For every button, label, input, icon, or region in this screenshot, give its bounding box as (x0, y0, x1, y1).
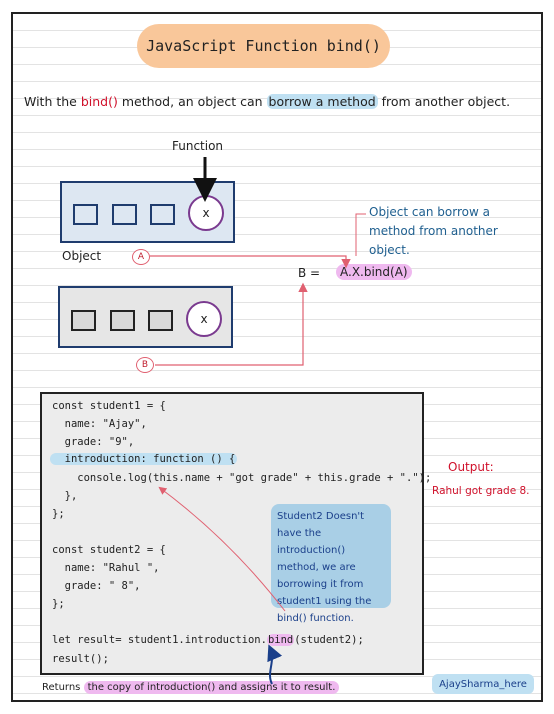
author-tag (432, 674, 534, 694)
code-result-suffix: (student2); (294, 634, 364, 646)
property-square (148, 310, 173, 331)
intro-part-3: from another object. (377, 94, 511, 109)
code-result-prefix: let result= student1.introduction. (52, 634, 267, 646)
intro-part-2: method, an object can (117, 94, 267, 109)
function-label: Function (172, 139, 224, 153)
property-square (112, 204, 137, 225)
borrow-callout: Object can borrow a method from another object. (369, 205, 498, 257)
property-square (150, 204, 175, 225)
code-line: console.log(this.name + "got grade" + this.grade + "."); (52, 472, 432, 484)
method-x-circle (188, 195, 224, 231)
property-square (73, 204, 98, 225)
intro-method: bind() (80, 94, 118, 109)
code-line-highlighted: introduction: function () { (52, 453, 236, 465)
code-line: result(); (52, 653, 109, 665)
tag-b-circle (136, 357, 154, 373)
code-line: }; (52, 508, 65, 520)
tag-b-text: B (141, 360, 149, 370)
returns-caption (42, 682, 339, 693)
method-x-circle (186, 301, 222, 337)
code-line: }; (52, 598, 65, 610)
object-a-box (60, 181, 235, 243)
assign-lhs: B = (298, 266, 321, 280)
code-line: const student2 = { (52, 544, 166, 556)
object-b-box (58, 286, 233, 348)
property-square (71, 310, 96, 331)
code-note: Student2 Doesn't have the introduction() method, we are borrowing it from student1 using the bind() function. (271, 504, 391, 608)
returns-highlight: the copy of introduction() and assigns it to result. (84, 681, 340, 694)
intro-part-1: With the (24, 94, 81, 109)
output-label: Output: (448, 460, 494, 474)
tag-a-circle (132, 249, 150, 265)
tag-a-text: A (137, 252, 145, 262)
intro-sentence (24, 94, 544, 109)
title-text: JavaScript Function bind() (146, 37, 381, 55)
code-line: }, (52, 490, 78, 502)
code-line: name: "Ajay", (52, 418, 147, 430)
assign-expression: A.X.bind(A) (336, 264, 412, 280)
code-line: grade: " 8", (52, 580, 141, 592)
code-line: const student1 = { (52, 400, 166, 412)
property-square (110, 310, 135, 331)
code-line: grade: "9", (52, 436, 135, 448)
author-name: AjaySharma_here (439, 678, 527, 690)
output-value: Rahul got grade 8. (432, 485, 530, 497)
object-label: Object (62, 249, 102, 263)
code-line: name: "Rahul ", (52, 562, 160, 574)
returns-prefix: Returns (42, 682, 84, 693)
code-bind-keyword: bind (267, 634, 294, 646)
x-symbol: x (200, 312, 208, 326)
x-symbol: x (202, 206, 210, 220)
intro-highlight: borrow a method (268, 94, 376, 109)
page-title (137, 24, 390, 68)
code-line-result (52, 634, 364, 646)
